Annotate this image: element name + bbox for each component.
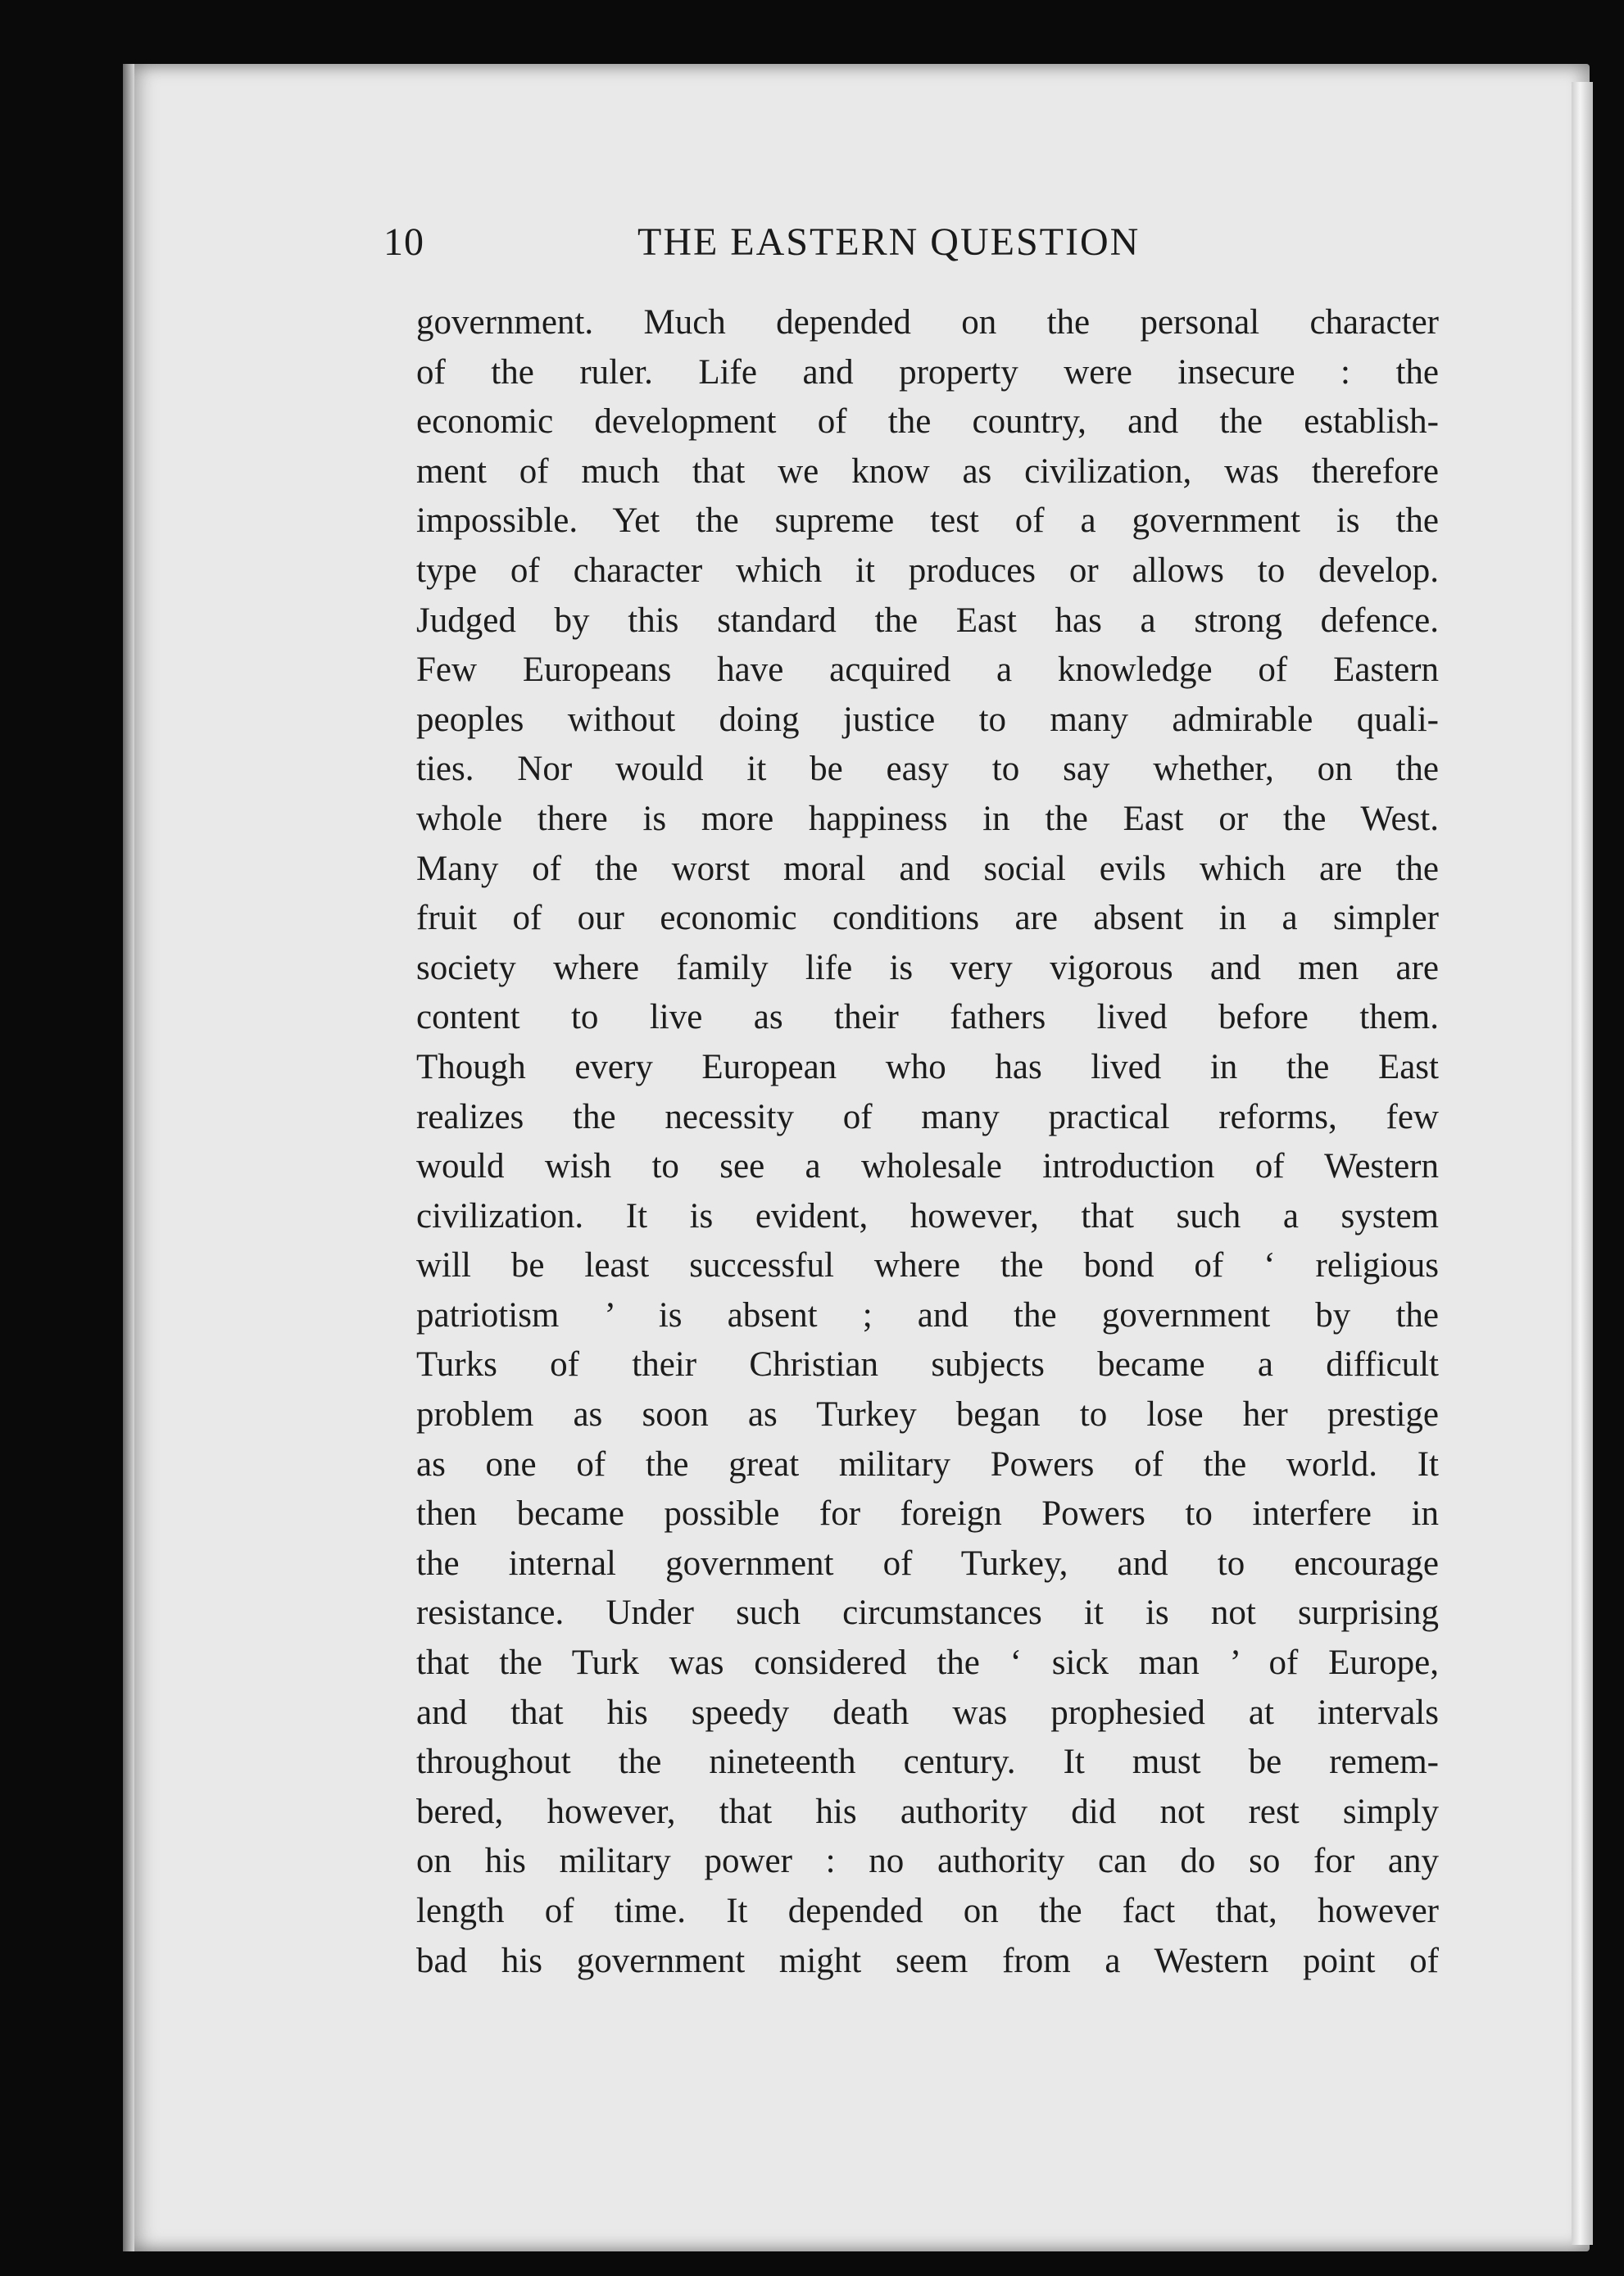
text-line: and that his speedy death was prophesied at intervals — [416, 1693, 1439, 1732]
text-line: problem as soon as Turkey began to lose her prestige — [416, 1395, 1439, 1435]
text-line: ties. Nor would it be easy to say whether, on the — [416, 750, 1439, 789]
text-line: as one of the great military Powers of the world. It — [416, 1444, 1439, 1484]
text-line: Many of the worst moral and social evils which are the — [416, 849, 1439, 888]
text-line: economic development of the country, and the establish- — [416, 402, 1439, 442]
text-line: Though every European who has lived in the East — [416, 1047, 1439, 1086]
text-line: government. Much depended on the personal character — [416, 303, 1439, 342]
text-line: length of time. It depended on the fact that, however — [416, 1892, 1439, 1930]
text-line: peoples without doing justice to many admirable quali- — [416, 700, 1439, 739]
text-line: throughout the nineteenth century. It must be remem- — [416, 1743, 1439, 1782]
text-line: Judged by this standard the East has a strong defence. — [416, 601, 1439, 640]
page-header — [383, 220, 1449, 277]
text-line: type of character which it produces or allows to develop. — [416, 551, 1439, 590]
text-line: bered, however, that his authority did not rest simply — [416, 1792, 1439, 1831]
text-line: will be least successful where the bond of ‘ religious — [416, 1246, 1439, 1285]
text-line: of the ruler. Life and property were insecure : the — [416, 352, 1439, 392]
text-line: Turks of their Christian subjects became a difficult — [416, 1345, 1439, 1385]
text-line: would wish to see a wholesale introduction of Western — [416, 1147, 1439, 1186]
text-line: ment of much that we know as civilization, was therefore — [416, 451, 1439, 491]
text-line: society where family life is very vigorous and men are — [416, 948, 1439, 987]
text-line: content to live as their fathers lived before them. — [416, 998, 1439, 1037]
text-line: impossible. Yet the supreme test of a government is the — [416, 501, 1439, 541]
text-line: civilization. It is evident, however, that such a system — [416, 1196, 1439, 1235]
text-line: fruit of our economic conditions are absent in a simpler — [416, 899, 1439, 938]
text-line: bad his government might seem from a Western point of — [416, 1941, 1439, 1980]
text-line: Few Europeans have acquired a knowledge of Eastern — [416, 651, 1439, 690]
text-line: on his military power : no authority can do so for any — [416, 1842, 1439, 1881]
body-text — [416, 298, 1439, 1986]
page-fore-edge — [1572, 82, 1593, 2245]
text-line: resistance. Under such circumstances it is not surprising — [416, 1594, 1439, 1633]
text-line: then became possible for foreign Powers to interfere in — [416, 1494, 1439, 1534]
text-line: the internal government of Turkey, and to encourage — [416, 1544, 1439, 1583]
text-line: realizes the necessity of many practical reforms, few — [416, 1097, 1439, 1136]
page-number: 10 — [383, 220, 424, 264]
text-line: that the Turk was considered the ‘ sick man ’ of Europe, — [416, 1644, 1439, 1683]
running-title: THE EASTERN QUESTION — [637, 220, 1141, 264]
text-line: patriotism ’ is absent ; and the government by the — [416, 1295, 1439, 1335]
text-line: whole there is more happiness in the East or the West. — [416, 799, 1439, 838]
page-gutter-shadow — [123, 64, 134, 2251]
